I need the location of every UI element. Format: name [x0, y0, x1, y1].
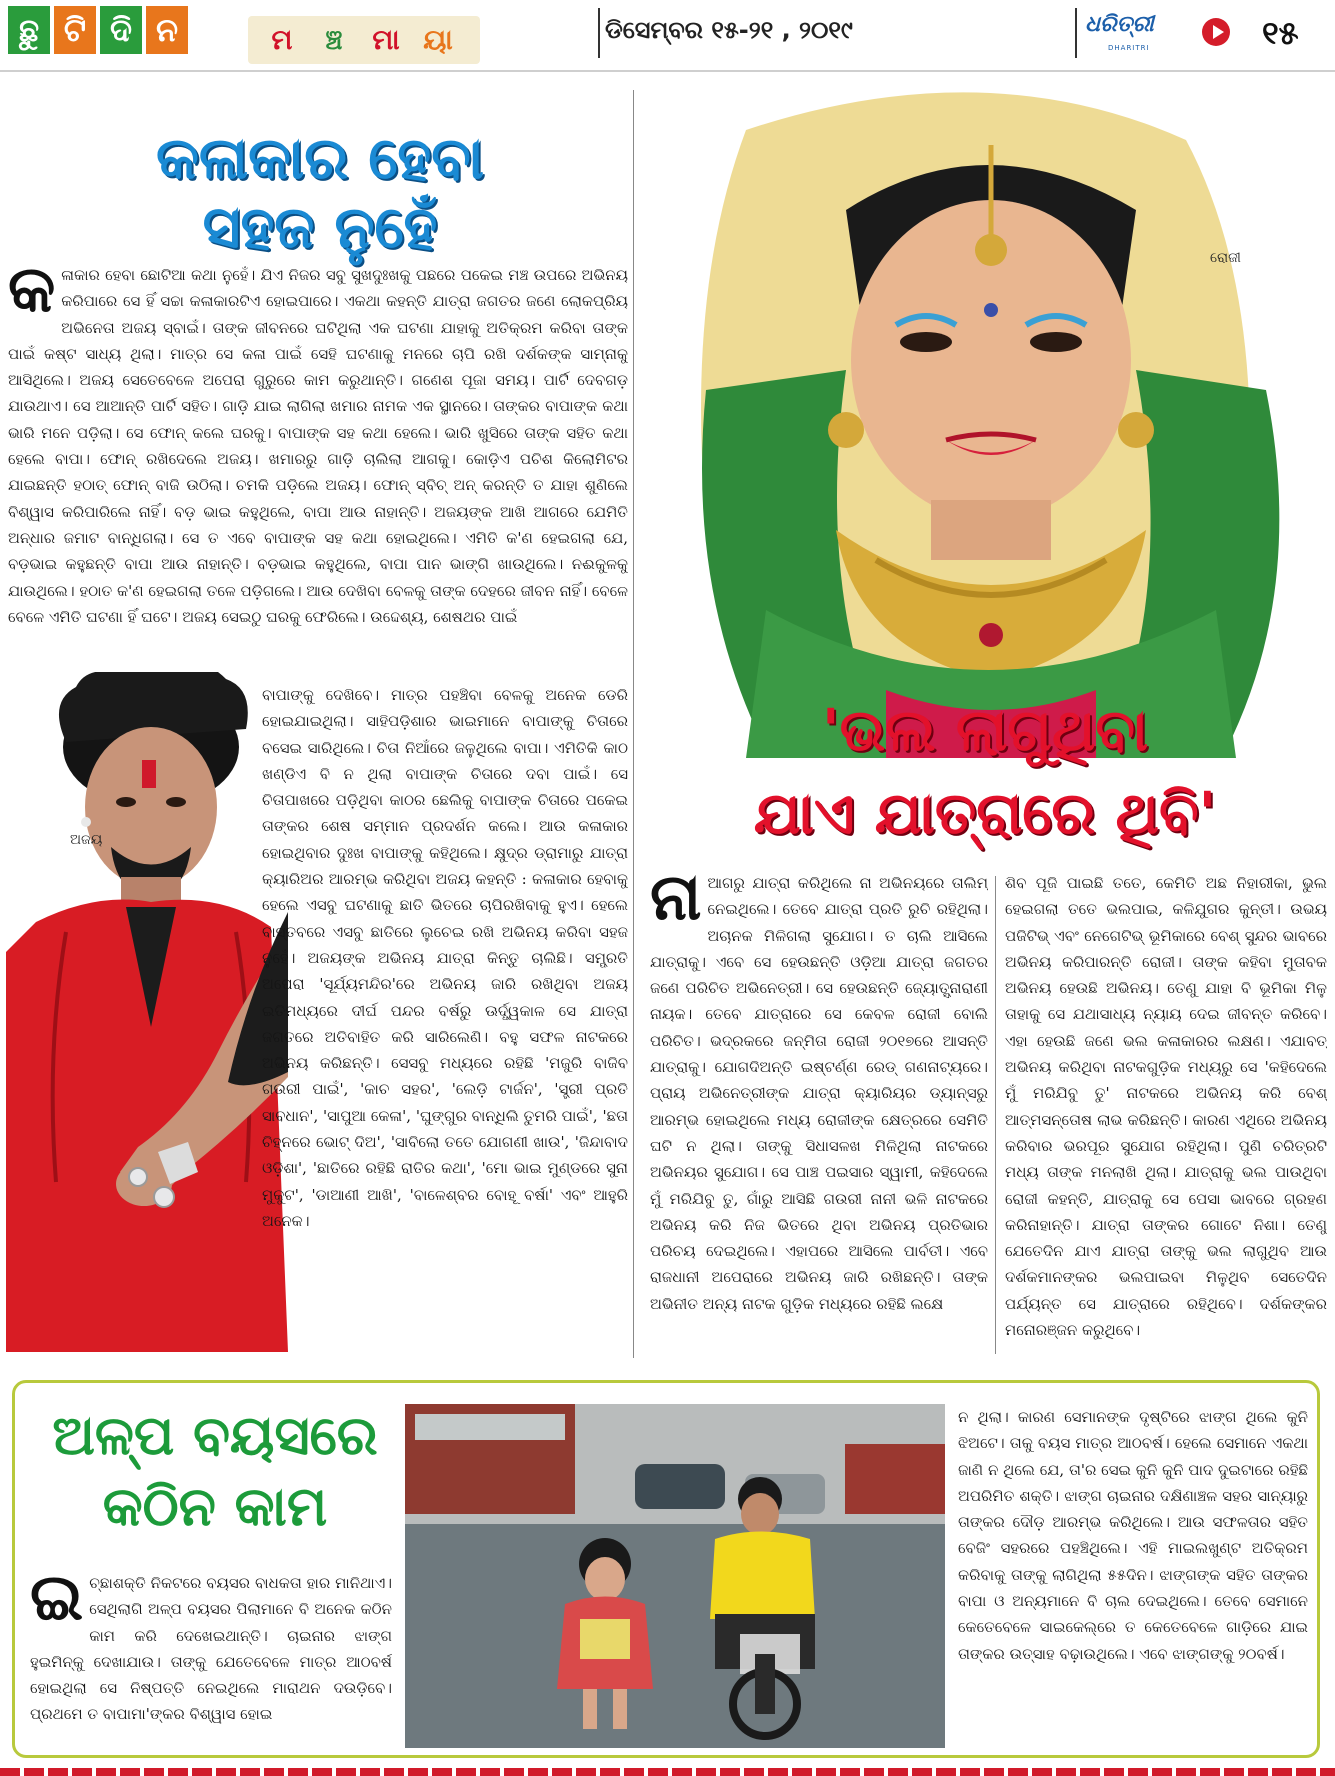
article2-text: ଆଗରୁ ଯାତ୍ରା କରିଥିଲେ ନା ଅଭିନୟରେ ତାଲିମ୍ ନେଇଥିଲେ। ତେବେ ଯାତ୍ରା ପ୍ରତି ରୁଚି ରହିଥିଲା। ଅଚାନକ ମିଳିଗଲା ସୁଯୋଗ। ତ ଚାଲି ଆସିଲେ ଯାତ୍ରାକୁ। ଏବେ ସେ ହେଉଛନ୍ତି ଓଡ଼ିଆ ଯାତ୍ରା ଜଗତର ଜଣେ ପରିଚିତ ଅଭିନେତ୍ରୀ। ସେ ହେଉଛନ୍ତି ଜ୍ୟୋତ୍ସ୍ନାରାଣୀ ନାୟକ। ତେବେ ଯାତ୍ରାରେ ସେ କେବଳ ରୋଜୀ ବୋଲି ପରିଚିତ। ଭଦ୍ରକରେ ଜନ୍ମିତା ରୋଜୀ ୨୦୧୭ରେ ଆସନ୍ତି ଯାତ୍ରାକୁ। ଯୋଗଦିଅନ୍ତି ଇଷ୍ଟର୍ଣ୍ଣ ରେଡ୍ ଗଣନାଟ୍ୟରେ। ପ୍ରାୟ ଅଭିନେତ୍ରୀଙ୍କ ଯାତ୍ରା କ୍ୟାରିୟର ଡ୍ୟାନ୍ସରୁ ଆରମ୍ଭ ହୋଇଥିଲେ ମଧ୍ୟ ରୋଜୀଙ୍କ କ୍ଷେତ୍ରରେ ସେମିତି ଘଟି ନ ଥିଲା। ତାଙ୍କୁ ସିଧାସଳଖ ମିଳିଥିଲା ନାଟକରେ ଅଭିନୟର ସୁଯୋଗ। ସେ ପାଞ୍ଚ ପଇସାର ସ୍ୱାମୀ, କହିଦେଲେ ମୁଁ ମରିଯିବୁ ତୁ, ଗାଁରୁ ଆସିଛି ଗଉରୀ ନାନୀ ଭଳି ନାଟକରେ ଅଭିନୟ କରି ନିଜ ଭିତରେ ଥିବା ଅଭିନୟ ପ୍ରତିଭାର ପରିଚୟ ଦେଇଥିଲେ। ଏହାପରେ ଆସିଲେ ପାର୍ବତୀ। ଏବେ ରାଜଧାନୀ ଅପେରାରେ ଅଭିନୟ ଜାରି ରଖିଛନ୍ତି। ତାଙ୍କ ଅଭିନୀତ ଅନ୍ୟ ନାଟକ ଗୁଡ଼ିକ ମଧ୍ୟରେ ରହିଛି ଲକ୍ଷେ	[650, 874, 988, 1313]
marathon-photo	[405, 1404, 945, 1748]
article3-text: ନ ଥିଲା। କାରଣ ସେମାନଙ୍କ ଦୃଷ୍ଟିରେ ଝାଙ୍ଗ ଥିଲେ କୁନି ଝିଅଟେ। ତାକୁ ବୟସ ମାତ୍ର ଆଠବର୍ଷ। ହେଲେ ସେମାନେ ଏକଥା ଜାଣି ନ ଥିଲେ ଯେ, ତା'ର ସେଇ କୁନି କୁନି ପାଦ ଦୁଇଟାରେ ରହିଛି ଅପରିମିତ ଶକ୍ତି। ଝାଙ୍ଗ ଚାଇନାର ଦକ୍ଷିଣାଞ୍ଚଳ ସହର ସାନ୍ୟାରୁ ତାଙ୍କର ଦୌଡ଼ ଆରମ୍ଭ କରିଥିଲେ। ଆଉ ସଫଳତାର ସହିତ ବେଜିଂ ସହରରେ ପହଞ୍ଚିଥିଲେ। ଏହି ମାଇଲଖୁଣ୍ଟ ଅତିକ୍ରମ କରିବାକୁ ତାଙ୍କୁ ଲାଗିଥିଲା ୫୫ଦିନ। ଝାଙ୍ଗଙ୍କ ସହିତ ତାଙ୍କର ବାପା ଓ ଅନ୍ୟମାନେ ବି ଚାଲ ଦେଇଥିଲେ। ତେବେ ସେମାନେ କେତେବେଳେ ସାଇକେଲ୍‌ରେ ତ କେତେବେଳେ ଗାଡ଼ିରେ ଯାଇ ତାଙ୍କର ଉତ୍ସାହ ବଢ଼ାଉଥିଲେ। ଏବେ ଝାଙ୍ଗଙ୍କୁ ୨୦ବର୍ଷ।	[958, 1408, 1308, 1663]
play-icon	[1202, 18, 1230, 46]
issue-date: ଡିସେମ୍ବର ୧୫-୨୧ , ୨୦୧୯	[605, 16, 853, 44]
article2-headline-line2: ଯାଏ ଯାତ୍ରାରେ ଥିବି'	[753, 778, 1217, 847]
article3-headline-line2: କଠିନ କାମ	[102, 1474, 328, 1538]
dropcap: ଇ	[30, 1570, 84, 1635]
article1-headline-line1: କଳାକାର ହେବା	[156, 124, 484, 192]
roji-caption: ରୋଜୀ	[1210, 250, 1241, 266]
article2-text: ଶିବ ପୂଜି ପାଇଛି ତତେ, କେମିତି ଅଛ ନିହାରୀକା, ଭୁଲ ହେଇଗଲା ତତେ ଭଲପାଇ, କଳିଯୁଗର କୁନ୍ତୀ। ଉଭୟ ପଜିଟିଭ୍ ଏବଂ ନେଗେଟିଭ୍ ଭୂମିକାରେ ବେଶ୍ ସୁନ୍ଦର ଭାବରେ ଅଭିନୟ କରିପାରନ୍ତି ରୋଜୀ। ତାଙ୍କ କହିବା ମୁତାବକ ଅଭିନୟ ହେଉଛି ଅଭିନୟ। ତେଣୁ ଯାହା ବି ଭୂମିକା ମିଳୁ ତାହାକୁ ସେ ଯଥାସାଧ୍ୟ ନ୍ୟାୟ ଦେଇ ଜୀବନ୍ତ କରିବେ। ଏହା ହେଉଛି ଜଣେ ଭଲ କଳାକାରର ଲକ୍ଷଣ। ଏଯାବତ୍ ଅଭିନୟ କରିଥିବା ନାଟକଗୁଡ଼ିକ ମଧ୍ୟରୁ ସେ 'କହିଦେଲେ ମୁଁ ମରିଯିବୁ ତୁ' ନାଟକରେ ଅଭିନୟ କରି ବେଶ୍ ଆତ୍ମସନ୍ତୋଷ ଲାଭ କରିଛନ୍ତି। କାରଣ ଏଥିରେ ଅଭିନୟ କରିବାର ଭରପୂର ସୁଯୋଗ ରହିଥିଲା। ପୁଣି ଚରିତ୍ରଟି ମଧ୍ୟ ତାଙ୍କ ମନଲାଖି ଥିଲା। ଯାତ୍ରାକୁ ଭଲ ପାଉଥିବା ରୋଜୀ କହନ୍ତି, ଯାତ୍ରାକୁ ସେ ପେସା ଭାବରେ ଗ୍ରହଣ କରିନାହାନ୍ତି। ଯାତ୍ରା ତାଙ୍କର ଗୋଟେ ନିଶା। ତେଣୁ ଯେତେଦିନ ଯାଏ ଯାତ୍ରା ତାଙ୍କୁ ଭଲ ଲାଗୁଥିବ ଆଉ ଦର୍ଶକମାନଙ୍କର ଭଲପାଇବା ମିଳୁଥିବ ସେତେଦିନ ପର୍ଯ୍ୟନ୍ତ ସେ ଯାତ୍ରାରେ ରହିଥିବେ। ଦର୍ଶକଙ୍କର ମନୋରଞ୍ଜନ କରୁଥିବେ।	[1005, 874, 1327, 1340]
article3-body-left	[30, 1570, 392, 1750]
paper-logo-sub: DHARITRI	[1108, 44, 1150, 52]
section-letter: ଦି	[100, 6, 142, 54]
section-letter: ନ	[146, 6, 188, 54]
supplement-letter: ମ	[271, 23, 293, 56]
column-rule	[995, 876, 996, 1354]
article2-body-col2	[1005, 870, 1327, 1360]
section-letter: ଛୁ	[8, 6, 50, 54]
column-rule	[633, 90, 634, 1358]
dropcap: କ	[8, 262, 56, 327]
article3-body-right	[958, 1404, 1308, 1754]
page-header	[0, 0, 1335, 72]
article1-headline	[20, 124, 620, 261]
ajay-photo	[6, 672, 288, 1352]
article3-headline	[30, 1404, 400, 1538]
article1-text: ଳାକାର ହେବା ଛୋଟିଆ କଥା ନୁହେଁ। ଯିଏ ନିଜର ସବୁ ସୁଖଦୁଃଖକୁ ପଛରେ ପକେଇ ମଞ୍ଚ ଉପରେ ଅଭିନୟ କରିପାରେ ସେ ହିଁ ସଚ୍ଚା କଳାକାରଟିଏ ହୋଇପାରେ। ଏକଥା କହନ୍ତି ଯାତ୍ରା ଜଗତର ଜଣେ ଲୋକପ୍ରିୟ ଅଭିନେତା ଅଜୟ ସ୍ବାଇଁ। ତାଙ୍କ ଜୀବନରେ ଘଟିଥିଲା ଏକ ଘଟଣା ଯାହାକୁ ଅତିକ୍ରମ କରିବା ତାଙ୍କ ପାଇଁ କଷ୍ଟ ସାଧ୍ୟ ଥିଲା। ମାତ୍ର ସେ କଳା ପାଇଁ ସେହି ଘଟଣାକୁ ମନରେ ଚାପି ରଖି ଦର୍ଶକଙ୍କ ସାମ୍ନାକୁ ଆସିଥିଲେ। ଅଜୟ ସେତେବେଳେ ଅପେରା ଗୁରୁରେ କାମ କରୁଥାନ୍ତି। ଗଣେଶ ପୂଜା ସମୟ। ପାର୍ଟି ଦେବଗଡ଼ ଯାଉଥାଏ। ସେ ଆଆନ୍ତି ପାର୍ଟି ସହିତ। ଗାଡ଼ି ଯାଇ ଲାଗିଲା ଖମାର ନାମକ ଏକ ସ୍ଥାନରେ। ତାଙ୍କର ବାପାଙ୍କ କଥା ଭାରି ମନେ ପଡ଼ିଲା। ସେ ଫୋନ୍ କଲେ ଘରକୁ। ବାପାଙ୍କ ସହ କଥା ହେଲେ। ଭାରି ଖୁସିରେ ତାଙ୍କ ସହିତ କଥା ହେଲେ ବାପା। ଫୋନ୍ ରଖିଦେଲେ ଅଜୟ। ଖମାରରୁ ଗାଡ଼ି ଚାଲିଲା ଆଗକୁ। କୋଡ଼ିଏ ପଚିଶ କିଲୋମିଟର ଯାଇଛନ୍ତି ହଠାତ୍ ଫୋନ୍ ବାଜି ଉଠିଲା। ଚମକି ପଡ଼ିଲେ ଅଜୟ। ଫୋନ୍ ସ୍ବିଚ୍ ଅନ୍ କରନ୍ତି ତ ଯାହା ଶୁଣିଲେ ବିଶ୍ୱାସ କରିପାରିଲେ ନାହିଁ। ବଡ଼ ଭାଇ କହୁଥିଲେ, ବାପା ଆଉ ନାହାନ୍ତି। ଅଜୟଙ୍କ ଆଖି ଆଗରେ ଯେମିତି ଅନ୍ଧାର ଜମାଟ ବାନ୍ଧିଗଲା। ସେ ତ ଏବେ ବାପାଙ୍କ ସହ କଥା ହୋଇଥିଲେ। ଏମିତି କ'ଣ ହେଇଗଲା ଯେ, ବଡ଼ଭାଇ କହୁଛନ୍ତି ବାପା ଆଉ ନାହାନ୍ତି। ବଡ଼ଭାଇ କହୁଥିଲେ, ବାପା ପାନ ଭାଙ୍ଗି ଖାଉଥିଲେ। ନଈକୁଳକୁ ଯାଉଥିଲେ। ହଠାତ କ'ଣ ହେଇଗଲା ତଳେ ପଡ଼ିଗଲେ। ଆଉ ଦେଖିବା ବେଳକୁ ତାଙ୍କ ଦେହରେ ଜୀବନ ନାହିଁ। ବେଳେ ବେଳେ ଏମିତି ଘଟଣା ହିଁ ଘଟେ। ଅଜୟ ସେଇଠୁ ଘରକୁ ଫେରିଲେ। ଉଦ୍ଦେଶ୍ୟ, ଶେଷଥର ପାଇଁ	[8, 266, 628, 626]
supplement-letter: ୟା	[423, 23, 453, 56]
article2-headline	[640, 696, 1330, 847]
article1-body-top	[8, 262, 628, 682]
article2-body-col1	[650, 870, 988, 1360]
article3-text: ଚ୍ଛାଶକ୍ତି ନିକଟରେ ବୟସର ବାଧକତା ହାର ମାନିଥାଏ। ସେଥିଲାଗି ଅଳ୍ପ ବୟସର ପିଲାମାନେ ବି ଅନେକ କଠିନ କାମ କରି ଦେଖେଇଥାନ୍ତି। ଚାଇନାର ଝାଙ୍ଗ ହୁଇମିନ୍‌କୁ ଦେଖାଯାଉ। ତାଙ୍କୁ ଯେତେବେଳେ ମାତ୍ର ଆଠବର୍ଷ ହୋଇଥିଲା ସେ ନିଷ୍ପତ୍ତି ନେଇଥିଲେ ମାରାଥନ ଦଉଡ଼ିବେ। ପ୍ରଥମେ ତ ବାପାମା'ଙ୍କର ବିଶ୍ୱାସ ହୋଇ	[30, 1574, 392, 1724]
article1-body-side	[262, 682, 628, 1362]
article2-headline-line1: 'ଭଲ ଲାଗୁଥିବା	[821, 696, 1149, 764]
ajay-caption: ଅଜୟ	[70, 832, 103, 848]
supplement-letter: ଞ୍ଚ	[325, 23, 343, 56]
header-rule	[0, 70, 1335, 72]
header-divider	[1075, 8, 1077, 58]
section-letter: ଟି	[54, 6, 96, 54]
dropcap: ନା	[650, 870, 702, 935]
supplement-letter: ମା	[372, 23, 400, 56]
page-number: ୧୫	[1262, 14, 1299, 52]
article1-headline-line2: ସହଜ ନୁହେଁ	[202, 192, 438, 261]
footer-bar	[0, 1768, 1335, 1776]
roji-photo	[646, 90, 1330, 758]
header-divider	[598, 8, 600, 58]
article3-headline-line1: ଅଳ୍ପ ବୟସରେ	[52, 1404, 378, 1467]
article1-text: ବାପାଙ୍କୁ ଦେଖିବେ। ମାତ୍ର ପହଞ୍ଚିବା ବେଳକୁ ଅନେକ ଡେରି ହୋଇଯାଇଥିଲା। ସାହିପଡ଼ିଶାର ଭାଇମାନେ ବାପାଙ୍କୁ ଚିତାରେ ବସେଇ ସାରିଥିଲେ। ଚିତା ନିଆଁରେ ଜଳୁଥିଲେ ବାପା। ଏମିତିକି କାଠ ଖଣ୍ଡିଏ ବି ନ ଥିଲା ବାପାଙ୍କ ଚିତାରେ ଦବା ପାଇଁ। ସେ ଚିତାପାଖରେ ପଡ଼ିଥିବା କାଠର ଛେଲିକୁ ବାପାଙ୍କ ଚିତାରେ ପକେଇ ତାଙ୍କର ଶେଷ ସମ୍ମାନ ପ୍ରଦର୍ଶନ କଲେ। ଆଉ କଳାକାର ହୋଇଥିବାର ଦୁଃଖ ବାପାଙ୍କୁ କହିଥିଲେ। କ୍ଷୁଦ୍ର ଡ୍ରାମାରୁ ଯାତ୍ରା କ୍ୟାରିଅର ଆରମ୍ଭ କରିଥିବା ଅଜୟ କହନ୍ତି : କଳାକାର ହେବାକୁ ହେଲେ ଏସବୁ ଘଟଣାକୁ ଛାତି ଭିତରେ ଚାପିରଖିବାକୁ ହୁଏ। ହେଲେ ବାସ୍ତବରେ ଏସବୁ ଛାତିରେ ଲୁଚେଇ ରଖି ଅଭିନୟ କରିବା ସହଜ ନୁହେଁ। ଅଜୟଙ୍କ ଅଭିନୟ ଯାତ୍ରା କିନ୍ତୁ ଚାଲିଛି। ସମ୍ପ୍ରତି ଅପେରା 'ସୂର୍ଯ୍ୟମନ୍ଦିର'ରେ ଅଭିନୟ ଜାରି ରଖିଥିବା ଅଜୟ ଇତିମଧ୍ୟରେ ଦୀର୍ଘ ପନ୍ଦର ବର୍ଷରୁ ଊର୍ଦ୍ଧ୍ୱକାଳ ସେ ଯାତ୍ରା ଜଗତରେ ଅତିବାହିତ କରି ସାରିଲେଣି। ବହୁ ସଫଳ ନାଟକରେ ଅଭିନୟ କରିଛନ୍ତି। ସେସବୁ ମଧ୍ୟରେ ରହିଛି 'ମଜୁରି ବାଜିବ ଗଉରୀ ପାଇଁ', 'କାଚ ସହର', 'ଲେଡ଼ି ଟାର୍ଜନ', 'ସ୍ତ୍ରୀ ପ୍ରତି ସାବଧାନ', 'ସାପୁଆ କେଳା', 'ଘୁଙ୍ଗୁର ବାନ୍ଧିଲି ତୁମରି ପାଇଁ', 'ଛତା ଚିହ୍ନରେ ଭୋଟ୍ ଦିଅ', 'ସାବିଲୋ ତତେ ଯୋଗଣୀ ଖାଉ', 'ଜିନ୍ଦାବାଦ ଓଡ଼ିଶା', 'ଛାତିରେ ରହିଛି ରାତିର କଥା', 'ମୋ ଭାଇ ମୁଣ୍ଡରେ ସୁନା ମୁକୁଟ', 'ଡାଆଣୀ ଆଖି', 'ବାଳେଶ୍ବର ବୋହୂ ବର୍ଷା' ଏବଂ ଆହୁରି ଅନେକ।	[262, 686, 628, 1230]
paper-logo: ଧରିତ୍ରୀ	[1085, 12, 1154, 37]
